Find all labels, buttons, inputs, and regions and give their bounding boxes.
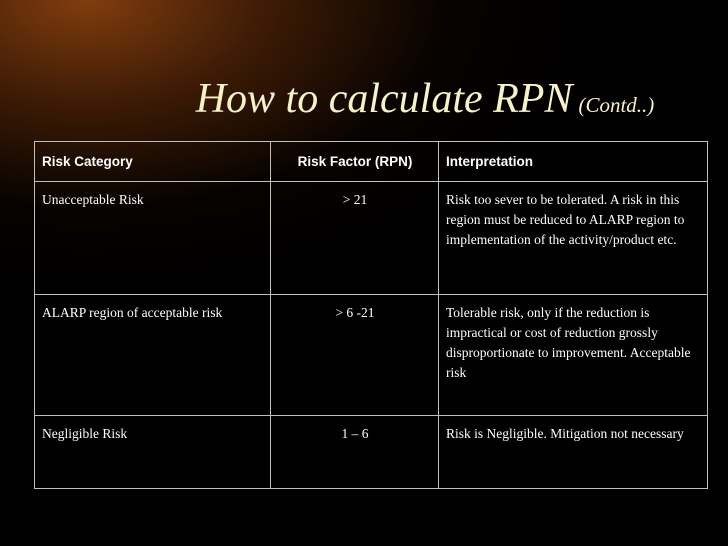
table-row [35,182,708,295]
rpn-table [34,141,708,489]
table-row [35,295,708,416]
title-sub: (Contd..) [578,93,655,117]
cell-rpn: > 6 -21 [271,295,439,416]
cell-interpretation: Risk too sever to be tolerated. A risk in this region must be reduced to ALARP region to implementation of the activity/product etc. [439,182,708,295]
cell-category: Unacceptable Risk [35,182,271,295]
table-row [35,416,708,489]
cell-interpretation: Tolerable risk, only if the reduction is impractical or cost of reduction grossly disproportionate to improvement. Acceptable risk [439,295,708,416]
header-risk-factor: Risk Factor (RPN) [271,142,439,182]
title-main: How to calculate RPN [195,76,573,122]
cell-rpn: > 21 [271,182,439,295]
cell-category: ALARP region of acceptable risk [35,295,271,416]
header-interpretation: Interpretation [439,142,708,182]
table-header-row [35,142,708,182]
cell-interpretation: Risk is Negligible. Mitigation not necessary [439,416,708,489]
slide-title [0,78,728,120]
cell-category: Negligible Risk [35,416,271,489]
cell-rpn: 1 – 6 [271,416,439,489]
header-risk-category: Risk Category [35,142,271,182]
